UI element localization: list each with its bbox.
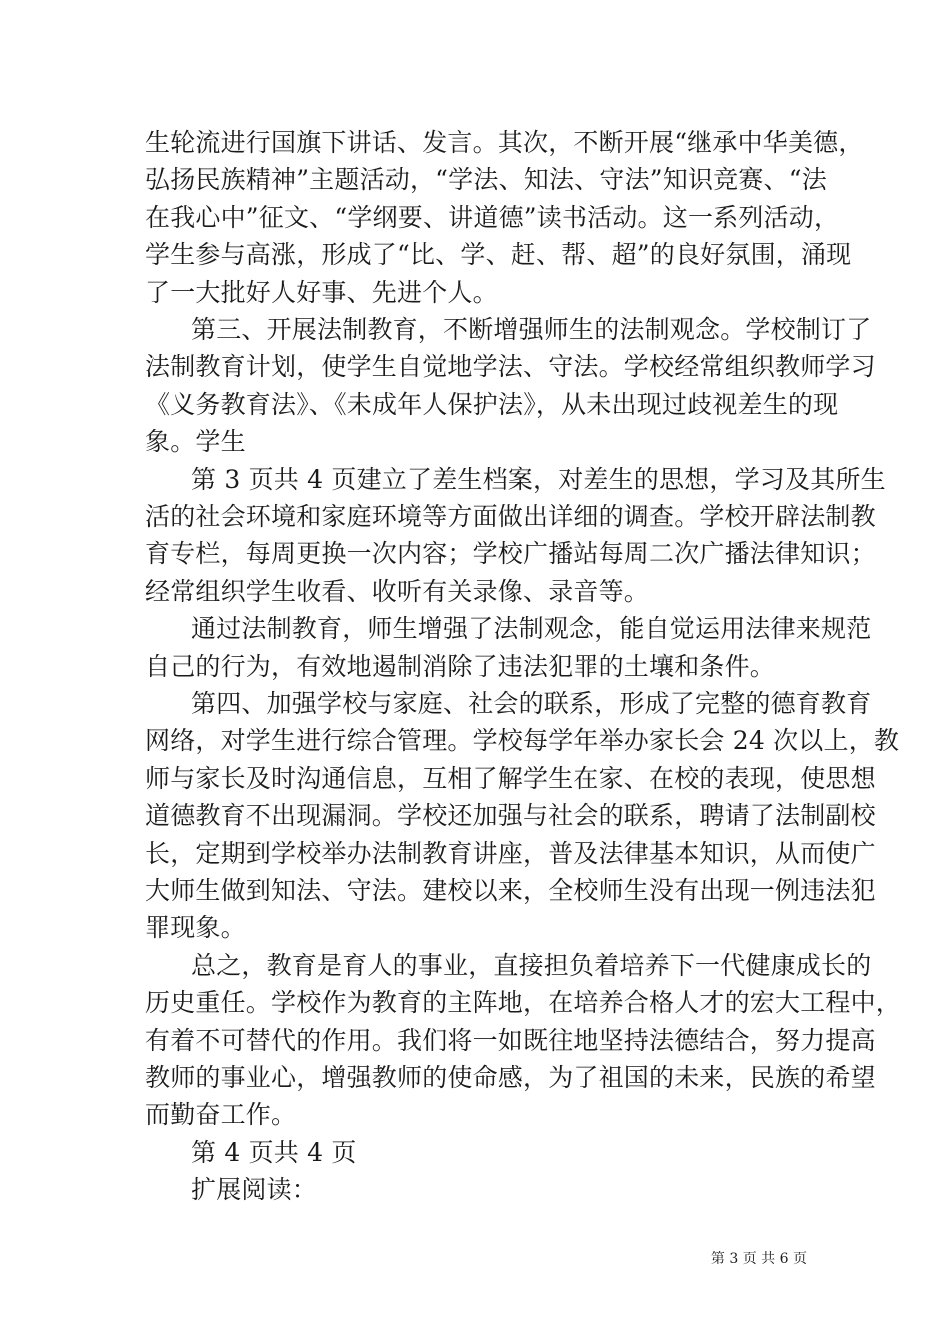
text-line: 弘扬民族精神”主题活动，“学法、知法、守法”知识竞赛、“法 (145, 165, 827, 195)
text-line: 育专栏，每周更换一次内容；学校广播站每周二次广播法律知识； (145, 539, 876, 569)
text-line: 经常组织学生收看、收听有关录像、录音等。 (145, 576, 650, 606)
text-line: 教师的事业心，增强教师的使命感，为了祖国的未来，民族的希望 (145, 1063, 876, 1092)
page-number-footer: 第 3 页 共 6 页 (710, 1251, 807, 1267)
paragraph-first-line: 总之，教育是育人的事业，直接担负着培养下一代健康成长的 (191, 950, 872, 980)
text-line: 师与家长及时沟通信息，互相了解学生在家、在校的表现，使思想 (145, 763, 876, 793)
text-line: 罪现象。 (145, 913, 246, 943)
text-line: 法制教育计划，使学生自觉地学法、守法。学校经常组织教师学习 (145, 352, 876, 382)
paragraph-first-line: 第 4 页共 4 页 (191, 1137, 357, 1167)
text-line: 学生参与高涨，形成了“比、学、赶、帮、超”的良好氛围，涌现 (145, 240, 852, 270)
text-line: 历史重任。学校作为教育的主阵地，在培养合格人才的宏大工程中， (145, 988, 902, 1018)
paragraph-first-line: 扩展阅读： (191, 1175, 318, 1205)
paragraph-first-line: 第三、开展法制教育，不断增强师生的法制观念。学校制订了 (191, 315, 872, 344)
text-line: 长，定期到学校举办法制教育讲座，普及法律基本知识，从而使广 (145, 838, 876, 868)
text-line: 大师生做到知法、守法。建校以来，全校师生没有出现一例违法犯 (145, 876, 876, 905)
text-line: 道德教育不出现漏洞。学校还加强与社会的联系，聘请了法制副校 (145, 801, 876, 831)
text-line: 生轮流进行国旗下讲话、发言。其次，不断开展“继承中华美德， (145, 128, 864, 157)
paragraph-first-line: 第 3 页共 4 页建立了差生档案，对差生的思想，学习及其所生 (191, 464, 886, 494)
text-line: 在我心中”征文、“学纲要、讲道德”读书活动。这一系列活动， (145, 202, 840, 232)
text-line: 《义务教育法》、《未成年人保护法》，从未出现过歧视差生的现 (145, 389, 839, 419)
text-line: 而勤奋工作。 (145, 1100, 297, 1130)
text-line: 象。学生 (145, 427, 246, 457)
text-line: 自己的行为，有效地遏制消除了违法犯罪的土壤和条件。 (145, 651, 776, 681)
text-line: 了一大批好人好事、先进个人。 (145, 277, 498, 307)
paragraph-first-line: 第四、加强学校与家庭、社会的联系，形成了完整的德育教育 (191, 689, 872, 718)
text-line: 活的社会环境和家庭环境等方面做出详细的调查。学校开辟法制教 (145, 502, 876, 531)
text-line: 有着不可替代的作用。我们将一如既往地坚持法德结合，努力提高 (145, 1025, 876, 1055)
text-line: 网络，对学生进行综合管理。学校每学年举办家长会 24 次以上，教 (145, 726, 900, 756)
paragraph-first-line: 通过法制教育，师生增强了法制观念，能自觉运用法律来规范 (191, 614, 872, 644)
